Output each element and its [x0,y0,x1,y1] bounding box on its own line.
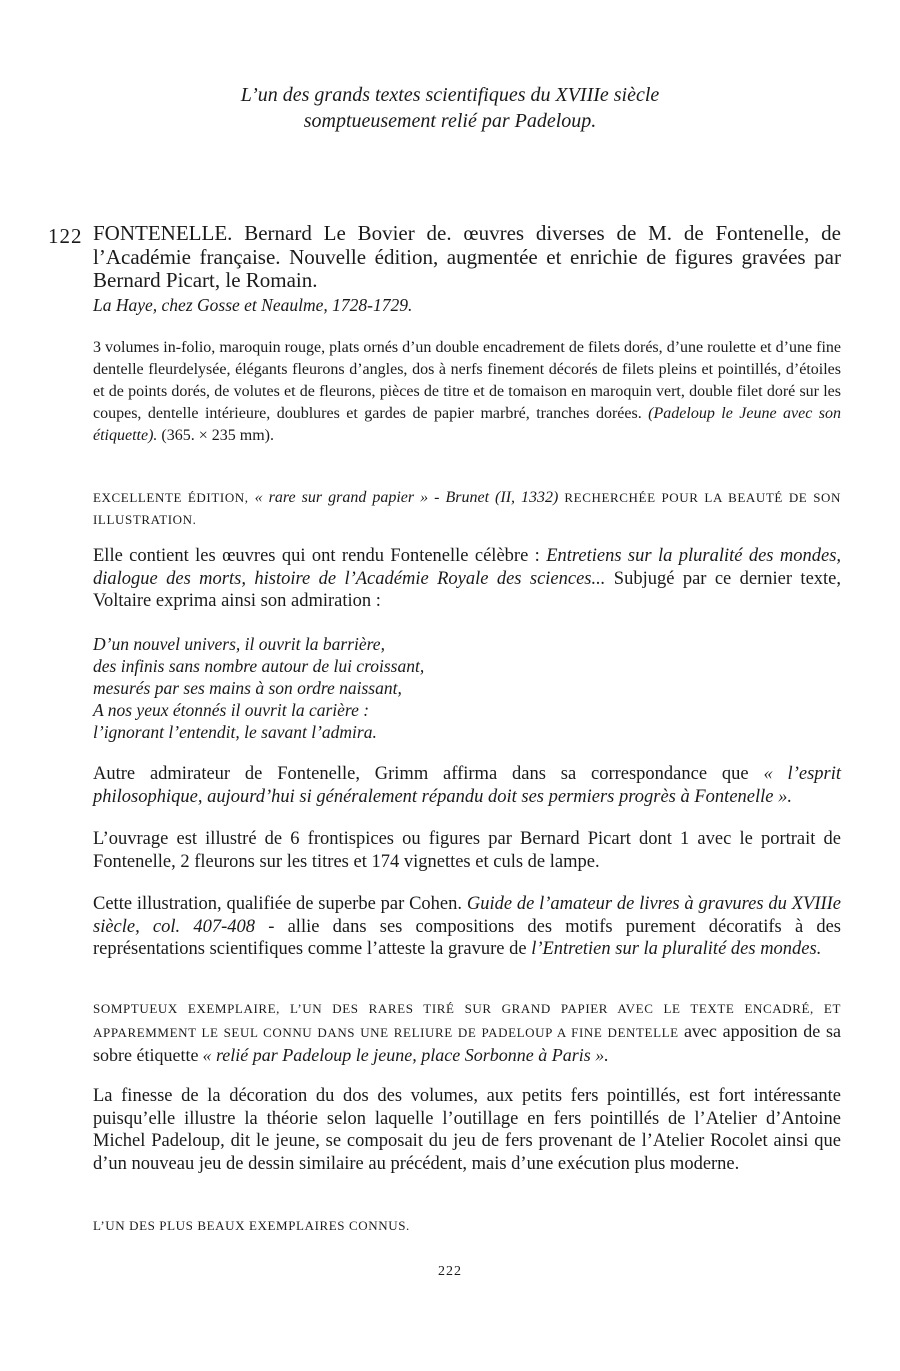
edition-note-b: RECHERCHÉE POUR LA BEAUTÉ DE SON ILLUSTRATION. [93,490,842,527]
edition-note-quote: « rare sur grand papier » - Brunet (II, 1332) [254,489,559,506]
copy-note-caps: SOMPTUEUX EXEMPLAIRE, L’UN DES RARES TIRÉ SUR GRAND PAPIER AVEC LE TEXTE ENCADRÉ, ET APPAREMMENT LE SEUL CONNU DANS UNE RELIURE DE PADELOUP A FINE DENTELLE [93,1001,841,1040]
verse-line: l’ignorant l’entendit, le savant l’admira. [93,722,377,742]
paragraph-cohen-ref: Guide de l’amateur de livres à gravures du XVIIIe siècle, col. 407-408 [93,894,842,937]
entry-title [93,222,841,317]
copy-note-quote: « relié par Padeloup le jeune, place Sorbonne à Paris ». [202,1045,609,1065]
entry-imprint: La Haye, chez Gosse et Neaulme, 1728-1729. [93,294,413,315]
dimensions: (365. × 235 mm). [161,427,274,444]
paragraph-cohen-b: - allie dans ses compositions des motifs purement décoratifs à des représentations scientifiques comme l’atteste la gravure de [93,916,842,959]
description-text: 3 volumes in-folio, maroquin rouge, plats ornés d’un double encadrement de filets dorés, d’une roulette et d’une fine dentelle fleurdelysée, élégants fleurons d’angles, dos à nerfs finement décorés de filets pleins et pointillés, d’étoiles et de points dorés, de volutes et de fleurons, pièces de titre et de tomaison en maroquin vert, double filet doré sur les coupes, dentelle intérieure, doublures et gardes de papier marbré, tranches dorées. [93,339,841,422]
paragraph-cohen-ref2: l’Entretien sur la pluralité des mondes. [531,939,822,959]
paragraph-tooling: La finesse de la décoration du dos des volumes, aux petits fers pointillés, est fort intéressante puisqu’elle illustre la théorie selon laquelle l’outillage en fers pointillés de l’Atelier d’Antoine Michel Padeloup, dit le jeune, se composait du jeu de fers provenant de l’Atelier Rocolet ainsi que d’un nouveau jeu de dessin similaire au précédent, mais d’une exécution plus moderne. [93,1086,841,1174]
lot-number: 122 [48,224,83,248]
section-heading [0,82,900,134]
heading-line-1: L’un des grands textes scientifiques du XVIIIe siècle [240,84,660,106]
page-number: 222 [438,1264,462,1279]
paragraph-grimm-a: Autre admirateur de Fontenelle, Grimm affirma dans sa correspondance que [93,764,749,784]
paragraph-grimm-quote: « l’esprit philosophique, aujourd’hui si généralement répandu doit ses permiers progrès à Fontenelle ». [93,764,841,807]
heading-line-2: somptueusement relié par Padeloup. [303,110,597,132]
closing-note-text: L’UN DES PLUS BEAUX EXEMPLAIRES CONNUS. [93,1218,410,1233]
verse-line: A nos yeux étonnés il ouvrit la carière : [93,700,370,720]
paragraph-cohen [93,893,841,961]
paragraph-contents-b: Subjugé par ce dernier texte, Voltaire exprima ainsi son admiration : [93,568,842,611]
copy-note-tail: avec apposition de sa sobre étiquette [93,1021,841,1065]
verse-line: des infinis sans nombre autour de lui croissant, [93,656,425,676]
binder-note: (Padeloup le Jeune avec son étiquette). [93,405,842,444]
paragraph-contents [93,545,841,613]
closing-note [93,1215,841,1237]
paragraph-contents-a: Elle contient les œuvres qui ont rendu Fontenelle célèbre : [93,546,540,566]
paragraph-grimm [93,763,841,808]
physical-description [93,337,841,447]
edition-note-a: EXCELLENTE ÉDITION, [93,490,249,505]
paragraph-cohen-a: Cette illustration, qualifiée de superbe par Cohen. [93,894,462,914]
entry-title-text: FONTENELLE. Bernard Le Bovier de. œuvres diverses de M. de Fontenelle, de l’Académie française. Nouvelle édition, augmentée et enrichie de figures gravées par Bernard Picart, le Romain. [93,221,841,292]
paragraph-illustration-count: L’ouvrage est illustré de 6 frontispices ou figures par Bernard Picart dont 1 avec le portrait de Fontenelle, 2 fleurons sur les titres et 174 vignettes et culs de lampe. [93,829,841,872]
verse-line: mesurés par ses mains à son ordre naissant, [93,678,402,698]
verse-line: D’un nouvel univers, il ouvrit la barrière, [93,634,385,654]
paragraph-contents-works: Entretiens sur la pluralité des mondes, dialogue des morts, histoire de l’Académie Royale des sciences... [93,546,842,589]
voltaire-verse [93,633,841,743]
copy-note [93,998,841,1068]
edition-note [93,487,841,531]
